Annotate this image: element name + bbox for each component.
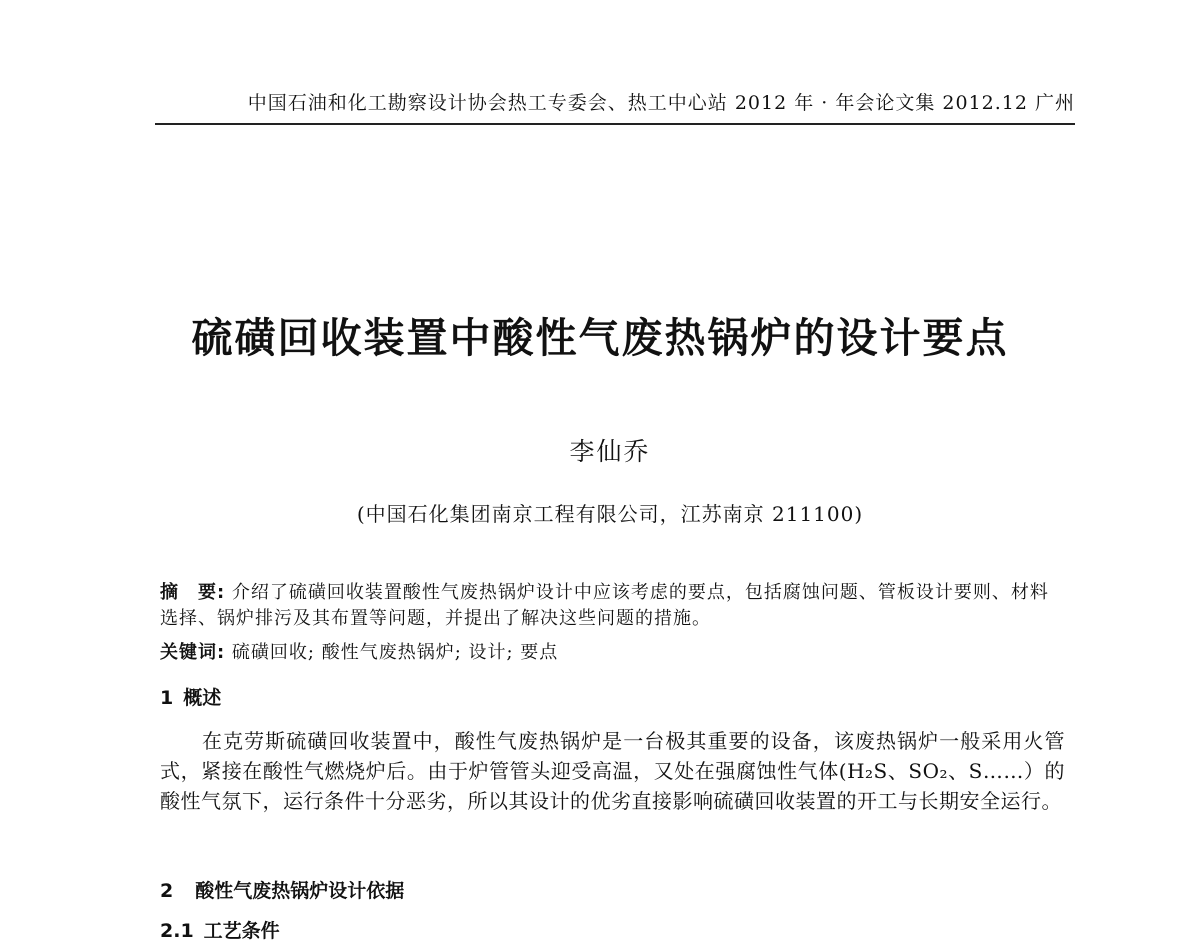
- running-header: 中国石油和化工勘察设计协会热工专委会、热工中心站 2012 年 · 年会论文集 2012.12 广州: [247, 92, 1075, 114]
- author-affiliation: (中国石化集团南京工程有限公司，江苏南京 211100): [356, 502, 864, 526]
- section-heading-1: [160, 683, 221, 710]
- abstract: [160, 580, 1065, 632]
- subsection-heading-2-1: [160, 916, 280, 943]
- author-name: 李仙乔: [569, 437, 651, 466]
- section-title: 酸性气废热锅炉设计依据: [195, 880, 405, 902]
- section-number: 2: [160, 880, 174, 902]
- paper-title: 硫磺回收装置中酸性气废热锅炉的设计要点: [191, 314, 1009, 362]
- section-number: 2.1: [160, 920, 194, 942]
- header-rule: [155, 123, 1075, 125]
- section-heading-2: [160, 876, 404, 903]
- section-title: 概述: [183, 687, 222, 709]
- section-1-paragraph: 在克劳斯硫磺回收装置中，酸性气废热锅炉是一台极其重要的设备，该废热锅炉一般采用火管式，紧接在酸性气燃烧炉后。由于炉管管头迎受高温，又处在强腐蚀性气体(H₂S、SO₂、S……）的酸性气氛下，运行条件十分恶劣，所以其设计的优劣直接影响硫磺回收装置的开工与长期安全运行。: [160, 729, 1065, 813]
- abstract-text: 介绍了硫磺回收装置酸性气废热锅炉设计中应该考虑的要点，包括腐蚀问题、管板设计要则、材料选择、锅炉排污及其布置等问题，并提出了解决这些问题的措施。: [160, 582, 1049, 629]
- section-title: 工艺条件: [203, 920, 280, 942]
- keywords: [160, 640, 1065, 666]
- keywords-label: 关键词:: [160, 642, 226, 663]
- keywords-text: 硫磺回收; 酸性气废热锅炉; 设计; 要点: [225, 642, 559, 663]
- section-number: 1: [160, 687, 174, 709]
- abstract-label: 摘 要:: [160, 582, 226, 603]
